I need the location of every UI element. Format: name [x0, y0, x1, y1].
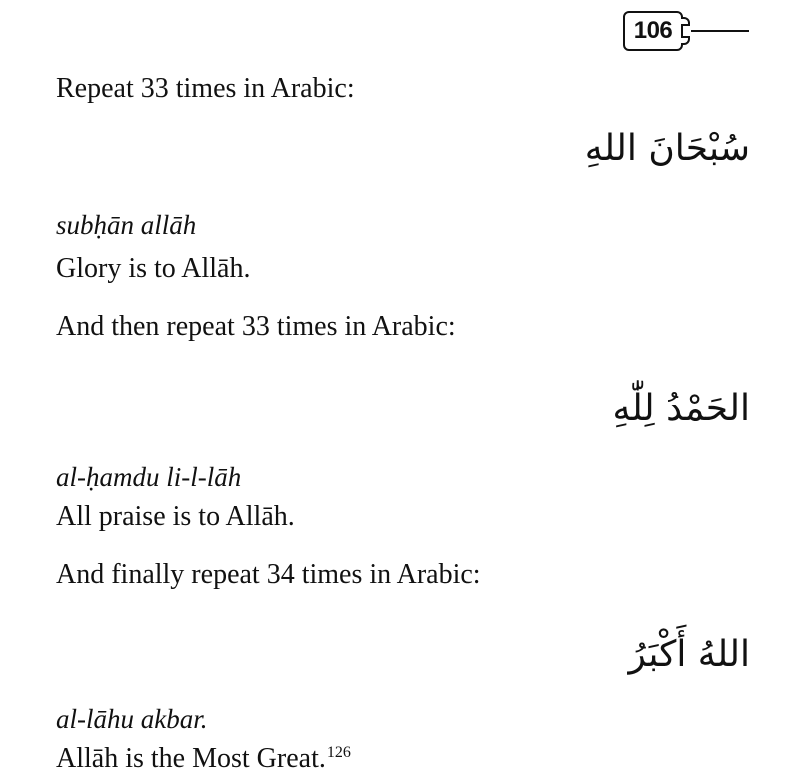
header-rule — [691, 30, 749, 32]
translation-3-text: Allāh is the Most Great. — [56, 743, 326, 774]
footnote-reference[interactable]: 126 — [326, 744, 351, 761]
instruction-2: And then repeat 33 times in Arabic: — [56, 311, 456, 342]
page-number-badge — [621, 8, 751, 54]
page-number-frame — [623, 11, 683, 51]
arabic-subhan-allah: سُبْحَانَ اللهِ — [584, 128, 750, 169]
arabic-allahu-akbar: اللهُ أَكْبَرُ — [628, 634, 750, 675]
transliteration-3: al-lāhu akbar. — [56, 704, 208, 734]
instruction-1: Repeat 33 times in Arabic: — [56, 73, 355, 104]
translation-3 — [56, 742, 351, 776]
page-number: 106 — [633, 17, 673, 44]
transliteration-2: al-ḥamdu li-l-lāh — [56, 462, 242, 492]
instruction-3: And finally repeat 34 times in Arabic: — [56, 559, 481, 590]
translation-1: Glory is to Allāh. — [56, 253, 251, 284]
translation-2: All praise is to Allāh. — [56, 501, 295, 532]
arabic-alhamdu-lillah: الحَمْدُ لِلّٰهِ — [612, 388, 750, 429]
transliteration-1: subḥān allāh — [56, 210, 197, 240]
